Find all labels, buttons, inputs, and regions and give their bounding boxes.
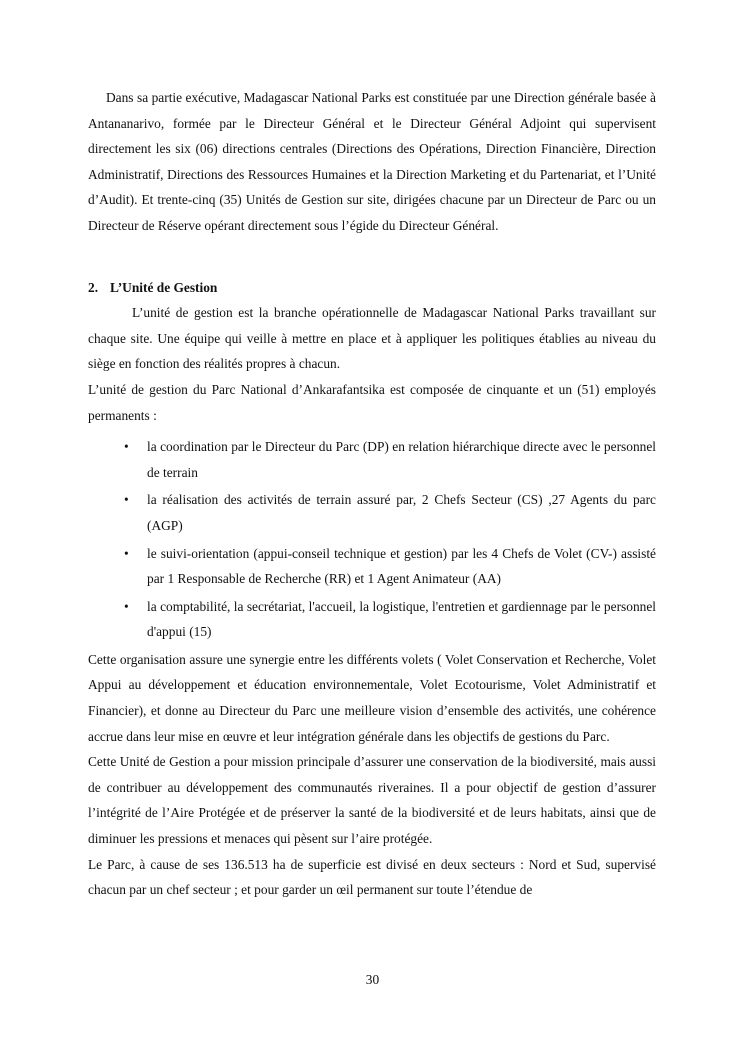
- paragraph-executive-direction: Dans sa partie exécutive, Madagascar National Parks est constituée par une Direction générale basée à Antananarivo, formée par le Directeur Général et le Directeur Général Adjoint qui supervisent directement les six (06) directions centrales (Directions des Opérations, Direction Financière, Direction Administratif, Directions des Ressources Humaines et la Direction Marketing et du Partenariat, et l’Unité d’Audit). Et trente-cinq (35) Unités de Gestion sur site, dirigées chacune par un Directeur de Parc ou un Directeur de Réserve opérant directement sous l’égide du Directeur Général.: [88, 90, 656, 233]
- paragraph-unit-mission: Cette Unité de Gestion a pour mission principale d’assurer une conservation de la biodiversité, mais aussi de contribuer au développement des communautés riveraines. Il a pour objectif de gestion d’assurer l’intégrité de l’Aire Protégée et de préserver la santé de la biodiversité et de leurs habitats, ainsi que de diminuer les pressions et menaces qui pèsent sur l’aire protégée.: [88, 754, 656, 847]
- section-title: L’Unité de Gestion: [110, 279, 218, 295]
- list-item-text: la coordination par le Directeur du Parc (DP) en relation hiérarchique directe avec le personnel de terrain: [147, 439, 656, 480]
- list-item-text: le suivi-orientation (appui-conseil technique et gestion) par les 4 Chefs de Volet (CV-) assisté par 1 Responsable de Recherche (RR) et 1 Agent Animateur (AA): [147, 545, 656, 587]
- bullet-icon: •: [124, 439, 129, 455]
- section-number: 2.: [88, 279, 99, 295]
- paragraph-unit-definition: L’unité de gestion est la branche opérationnelle de Madagascar National Parks travaillant sur chaque site. Une équipe qui veille à mettre en place et à appliquer les politiques établies au niveau du siège en fonction des réalités propres à chacun.: [88, 305, 656, 372]
- section-spacer: [88, 239, 656, 275]
- list-item-text: la réalisation des activités de terrain assuré par, 2 Chefs Secteur (CS) ,27 Agents du parc (AGP): [147, 492, 656, 533]
- paragraph-organisation-synergy: Cette organisation assure une synergie entre les différents volets ( Volet Conservation et Recherche, Volet Appui au développement et éducation environnementale, Volet Ecotourisme, Volet Administratif et Financier), et donne au Directeur du Parc une meilleure vision d’ensemble des activités, une cohérence accrue dans leur mise en œuvre et leur intégration générale dans les objectifs de gestions du Parc.: [88, 651, 656, 744]
- paragraph-park-sectors: Le Parc, à cause de ses 136.513 ha de superficie est divisé en deux secteurs : Nord et Sud, supervisé chacun par un chef secteur ; et pour garder un œil permanent sur toute l’étendue de: [88, 856, 656, 898]
- section-heading: [88, 275, 656, 301]
- bullet-icon: •: [124, 598, 129, 614]
- page-number: 30: [365, 972, 380, 987]
- document-page: [88, 85, 656, 903]
- list-item-text: la comptabilité, la secrétariat, l'accueil, la logistique, l'entretien et gardiennage par le personnel d'appui (15): [147, 598, 656, 640]
- list-item: [88, 434, 656, 485]
- list-item: [88, 541, 656, 592]
- paragraph-unit-composition: L’unité de gestion du Parc National d’Ankarafantsika est composée de cinquante et un (51) employés permanents :: [88, 381, 656, 423]
- staff-list: [88, 434, 656, 645]
- bullet-icon: •: [124, 492, 129, 508]
- list-item: [88, 594, 656, 645]
- bullet-icon: •: [124, 545, 129, 561]
- list-item: [88, 487, 656, 538]
